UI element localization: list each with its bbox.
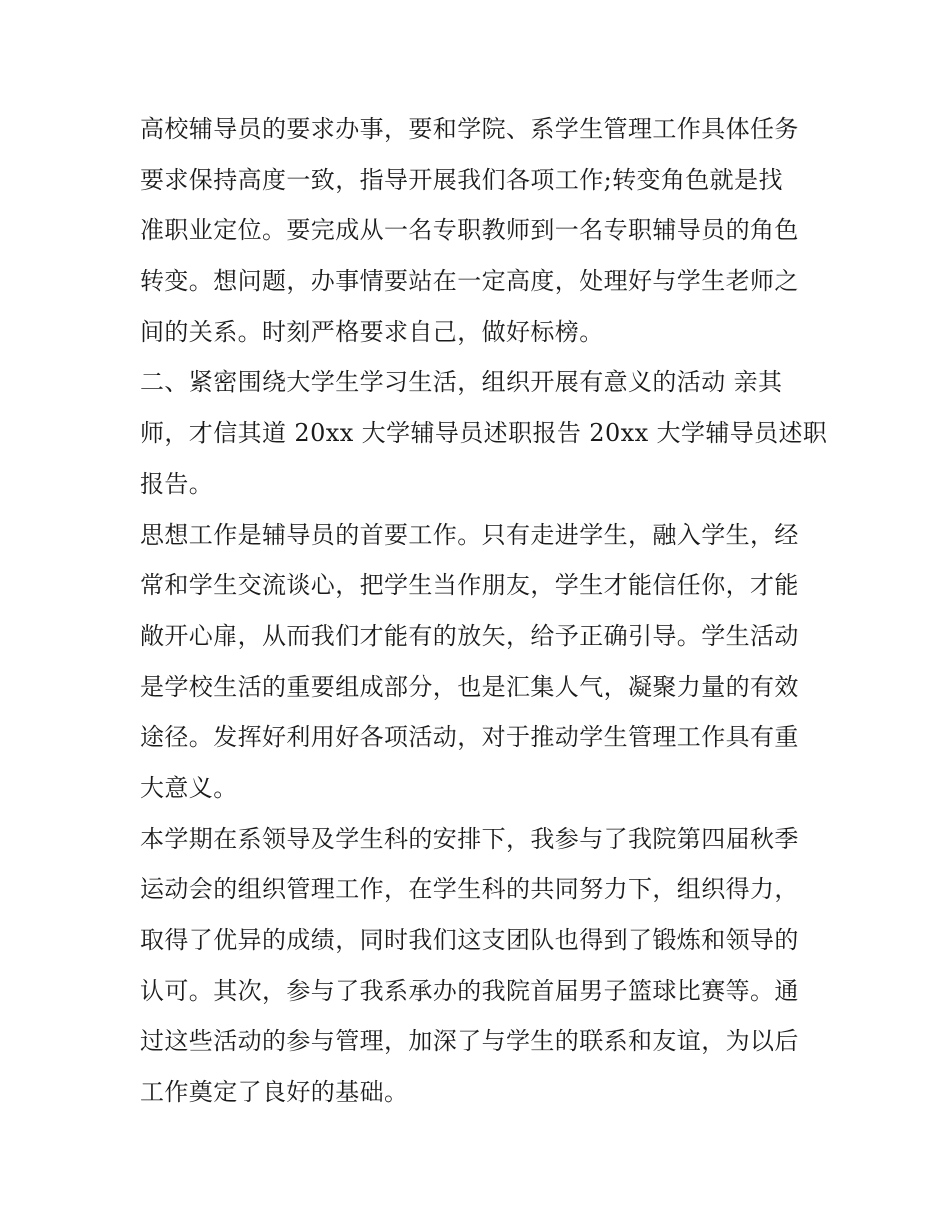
text-line: 途径。发挥好利用好各项活动，对于推动学生管理工作具有重	[140, 723, 799, 752]
text-line: 工作奠定了良好的基础。	[140, 1078, 409, 1107]
text-line: 报告。	[140, 469, 214, 498]
text-line: 本学期在系领导及学生科的安排下，我参与了我院第四届秋季	[140, 824, 799, 853]
text-line: 过这些活动的参与管理，加深了与学生的联系和友谊，为以后	[140, 1027, 799, 1056]
text-line: 取得了优异的成绩，同时我们这支团队也得到了锻炼和领导的	[140, 926, 799, 954]
text-line: 师，才信其道 20xx 大学辅导员述职报告 20xx 大学辅导员述职	[140, 419, 828, 448]
text-line: 大意义。	[140, 773, 238, 802]
text-line: 要求保持高度一致，指导开展我们各项工作;转变角色就是找	[140, 165, 783, 194]
text-line: 运动会的组织管理工作，在学生科的共同努力下，组织得力，	[140, 875, 799, 904]
document-body	[140, 104, 828, 1118]
text-line: 高校辅导员的要求办事，要和学院、系学生管理工作具体任务	[140, 115, 799, 143]
text-line: 敞开心扉，从而我们才能有的放矢，给予正确引导。学生活动	[140, 621, 799, 650]
text-line: 常和学生交流谈心，把学生当作朋友，学生才能信任你，才能	[140, 571, 799, 600]
text-line: 是学校生活的重要组成部分，也是汇集人气，凝聚力量的有效	[140, 672, 799, 701]
text-line: 间的关系。时刻严格要求自己，做好标榜。	[140, 317, 604, 346]
text-line: 转变。想问题，办事情要站在一定高度，处理好与学生老师之	[140, 267, 799, 296]
text-line: 认可。其次，参与了我系承办的我院首届男子篮球比赛等。通	[140, 976, 799, 1005]
section-heading-line: 二、紧密围绕大学生学习生活，组织开展有意义的活动 亲其	[140, 368, 783, 397]
text-line: 准职业定位。要完成从一名专职教师到一名专职辅导员的角色	[140, 216, 799, 245]
text-line: 思想工作是辅导员的首要工作。只有走进学生，融入学生，经	[140, 520, 799, 549]
